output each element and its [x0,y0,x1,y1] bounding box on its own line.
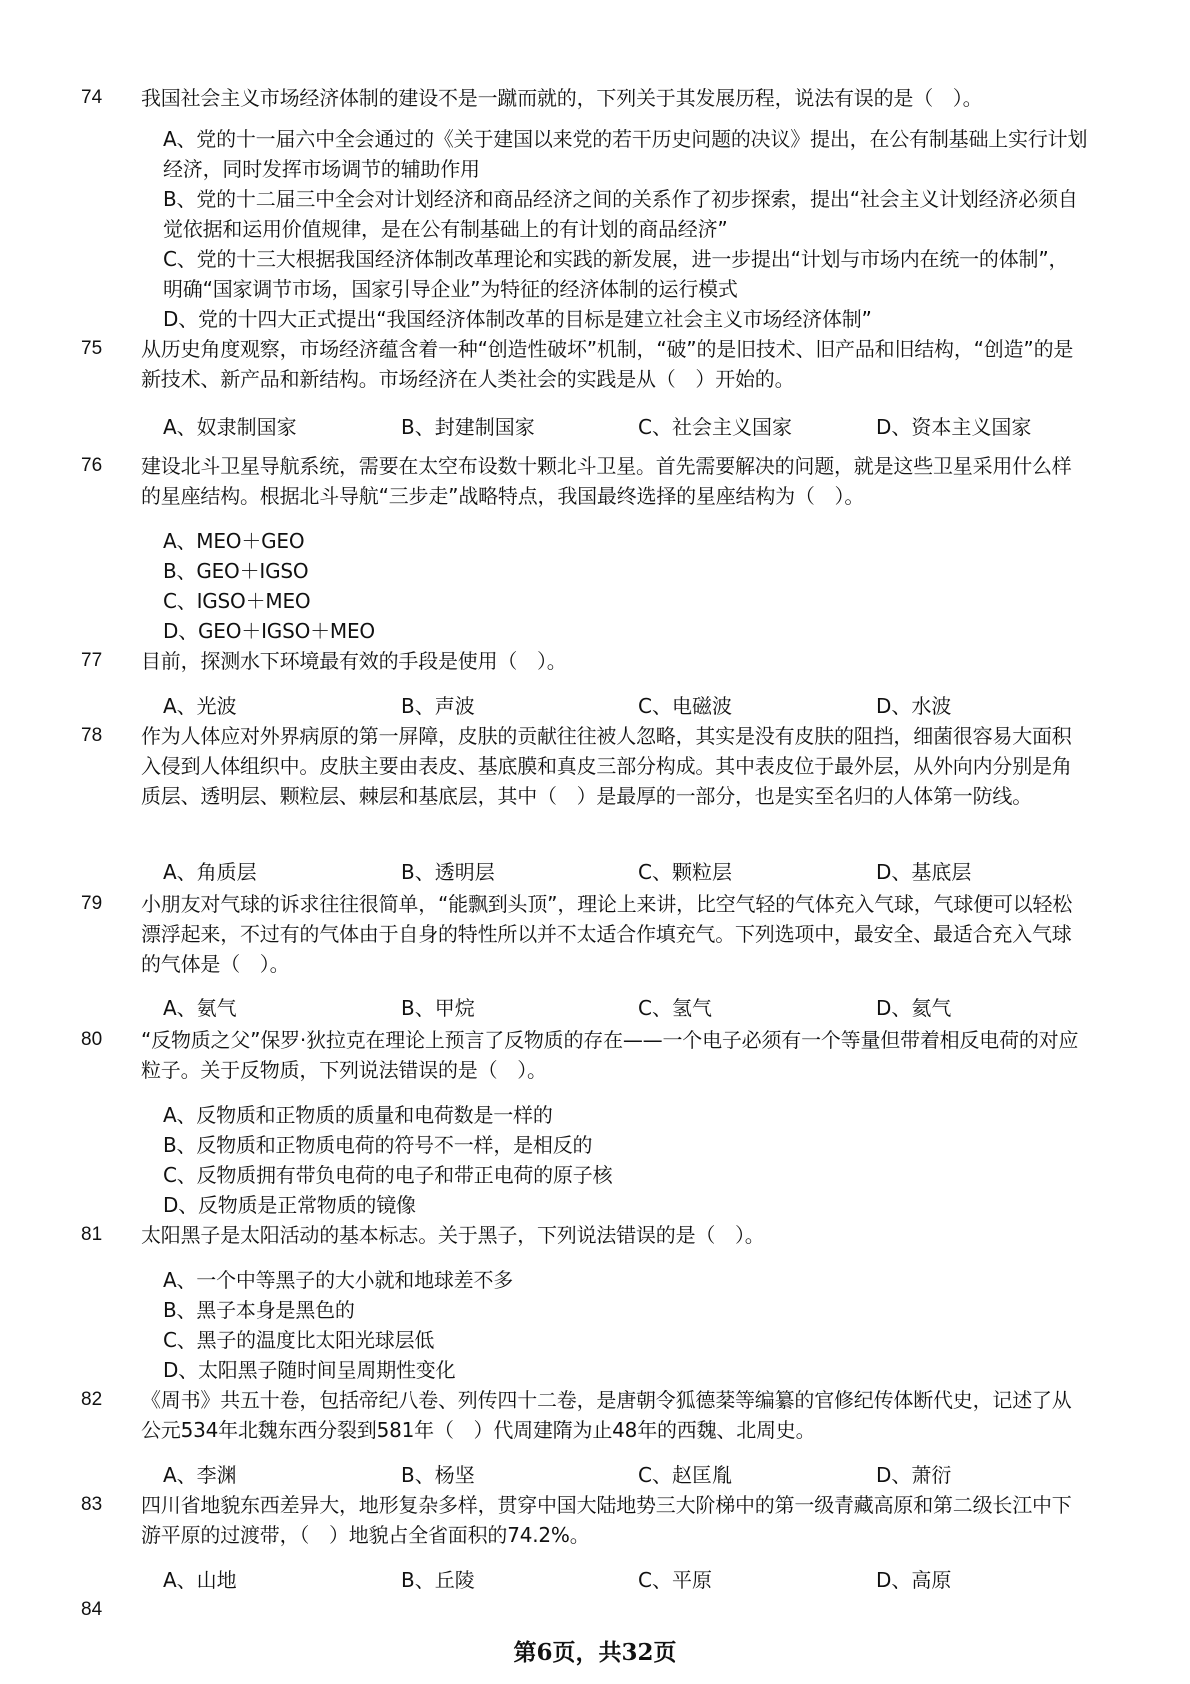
question-stem: “反物质之父”保罗·狄拉克在理论上预言了反物质的存在——一个电子必须有一个等量但带着相反电荷的对应粒子。关于反物质，下列说法错误的是（ ）。 [141,1028,1079,1082]
question-number: 80 [81,1029,103,1050]
option-a: A、氨气 [163,996,237,1020]
option-c: C、反物质拥有带负电荷的电子和带正电荷的原子核 [163,1163,613,1187]
question-number: 82 [81,1389,103,1410]
option-c: C、氢气 [638,996,712,1020]
option-d: D、氦气 [876,996,952,1020]
option-a: A、党的十一届六中全会通过的《关于建国以来党的若干历史问题的决议》提出，在公有制基础上实行计划经济，同时发挥市场调节的辅助作用 [163,127,1088,181]
question-stem: 太阳黑子是太阳活动的基本标志。关于黑子，下列说法错误的是（ ）。 [141,1223,765,1247]
question-stem: 小朋友对气球的诉求往往很简单，“能飘到头顶”，理论上来讲，比空气轻的气体充入气球，气球便可以轻松漂浮起来，不过有的气体由于自身的特性所以并不太适合作填充气。下列选项中，最安全、最适合充入气球的气体是（ ）。 [141,892,1073,976]
question-number: 83 [81,1494,103,1515]
option-d: D、GEO＋IGSO＋MEO [163,619,375,643]
option-a: A、一个中等黑子的大小就和地球差不多 [163,1268,514,1292]
option-c: C、电磁波 [638,694,732,718]
question-stem: 我国社会主义市场经济体制的建设不是一蹴而就的，下列关于其发展历程，说法有误的是（ ）。 [141,86,983,110]
question-number: 76 [81,455,103,476]
question-stem: 作为人体应对外界病原的第一屏障，皮肤的贡献往往被人忽略，其实是没有皮肤的阻挡，细菌很容易大面积入侵到人体组织中。皮肤主要由表皮、基底膜和真皮三部分构成。其中表皮位于最外层，从外向内分别是角质层、透明层、颗粒层、棘层和基底层，其中（ ）是最厚的一部分，也是实至名归的人体第一防线。 [141,724,1072,808]
option-c: C、社会主义国家 [638,415,792,439]
option-a: A、反物质和正物质的质量和电荷数是一样的 [163,1103,553,1127]
question-number: 77 [81,650,103,671]
question-stem: 从历史角度观察，市场经济蕴含着一种“创造性破坏”机制，“破”的是旧技术、旧产品和旧结构，“创造”的是新技术、新产品和新结构。市场经济在人类社会的实践是从（ ）开始的。 [141,337,1074,391]
option-a: A、光波 [163,694,237,718]
option-b: B、透明层 [401,860,495,884]
option-c: C、黑子的温度比太阳光球层低 [163,1328,435,1352]
option-d: D、高原 [876,1568,952,1592]
option-b: B、反物质和正物质电荷的符号不一样，是相反的 [163,1133,593,1157]
question-stem: 目前，探测水下环境最有效的手段是使用（ ）。 [141,649,567,673]
option-c: C、颗粒层 [638,860,732,884]
question-number: 81 [81,1224,103,1245]
option-a: A、角质层 [163,860,257,884]
option-b: B、党的十二届三中全会对计划经济和商品经济之间的关系作了初步探索，提出“社会主义计划经济必须自觉依据和运用价值规律，是在公有制基础上的有计划的商品经济” [163,187,1078,241]
option-b: B、杨坚 [401,1463,475,1487]
question-stem: 《周书》共五十卷，包括帝纪八卷、列传四十二卷，是唐朝令狐德棻等编纂的官修纪传体断代史，记述了从公元534年北魏东西分裂到581年（ ）代周建隋为止48年的西魏、北周史。 [141,1388,1072,1442]
page-footer: 第6页，共32页 [513,1639,677,1666]
option-c: C、党的十三大根据我国经济体制改革理论和实践的新发展，进一步提出“计划与市场内在统一的体制”，明确“国家调节市场，国家引导企业”为特征的经济体制的运行模式 [163,247,1069,301]
question-number: 74 [81,87,103,108]
option-d: D、资本主义国家 [876,415,1032,439]
question-number: 78 [81,725,103,746]
option-d: D、太阳黑子随时间呈周期性变化 [163,1358,456,1382]
option-b: B、封建制国家 [401,415,535,439]
question-number: 79 [81,893,103,914]
option-c: C、IGSO＋MEO [163,589,311,613]
option-b: B、甲烷 [401,996,475,1020]
option-a: A、MEO＋GEO [163,529,305,553]
option-d: D、萧衍 [876,1463,952,1487]
option-b: B、声波 [401,694,475,718]
option-b: B、丘陵 [401,1568,475,1592]
option-d: D、水波 [876,694,952,718]
question-number: 75 [81,338,103,359]
option-a: A、山地 [163,1568,237,1592]
option-c: C、赵匡胤 [638,1463,732,1487]
question-number: 84 [81,1599,103,1620]
option-b: B、GEO＋IGSO [163,559,309,583]
option-a: A、李渊 [163,1463,237,1487]
option-d: D、基底层 [876,860,972,884]
question-stem: 四川省地貌东西差异大，地形复杂多样，贯穿中国大陆地势三大阶梯中的第一级青藏高原和第二级长江中下游平原的过渡带，（ ）地貌占全省面积的74.2%。 [141,1493,1072,1547]
option-a: A、奴隶制国家 [163,415,297,439]
option-d: D、党的十四大正式提出“我国经济体制改革的目标是建立社会主义市场经济体制” [163,307,872,331]
option-d: D、反物质是正常物质的镜像 [163,1193,416,1217]
option-b: B、黑子本身是黑色的 [163,1298,355,1322]
option-c: C、平原 [638,1568,712,1592]
question-stem: 建设北斗卫星导航系统，需要在太空布设数十颗北斗卫星。首先需要解决的问题，就是这些卫星采用什么样的星座结构。根据北斗导航“三步走”战略特点，我国最终选择的星座结构为（ ）。 [141,454,1072,508]
